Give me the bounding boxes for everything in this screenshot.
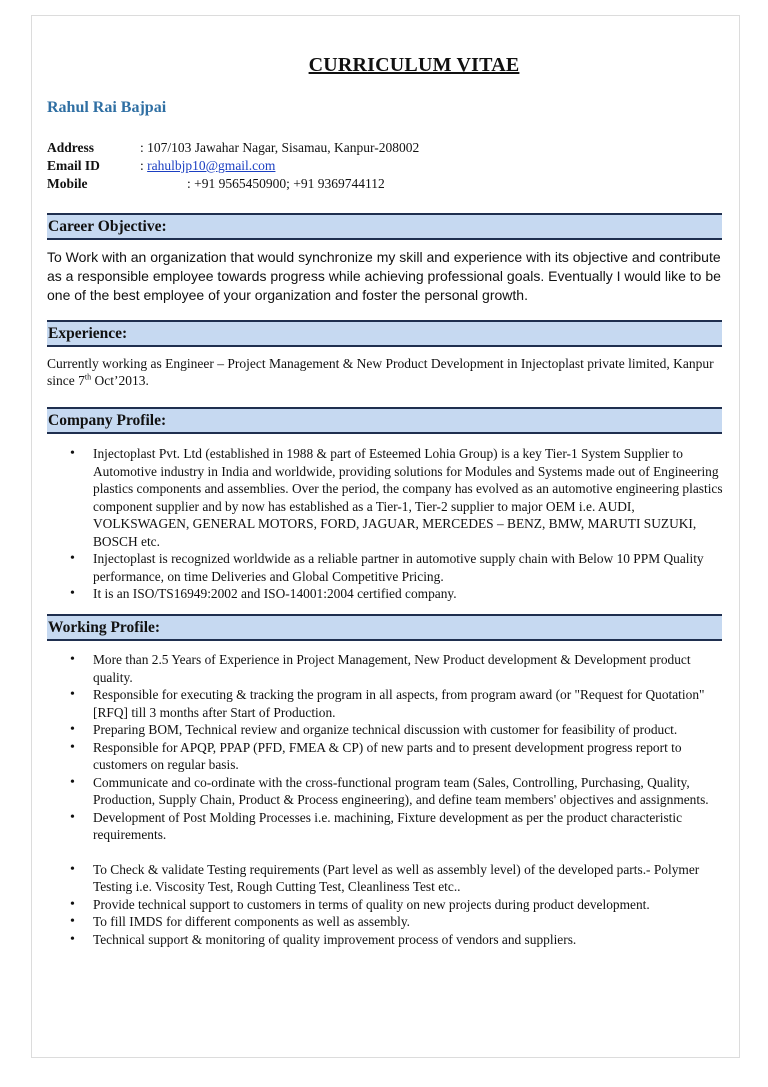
list-item-text: More than 2.5 Years of Experience in Project Management, New Product development & Development product quality. [93,652,691,685]
list-item [47,445,723,550]
list-item-text: Injectoplast is recognized worldwide as a reliable partner in automotive supply chain with Below 10 PPM Quality performance, on time Deliveries and Global Competitive Pricing. [93,551,704,584]
experience-heading: Experience: [47,320,722,347]
company-profile-heading: Company Profile: [47,407,722,434]
bullet-icon: • [70,931,75,947]
list-item [47,721,723,739]
list-item-text: To Check & validate Testing requirements (Part level as well as assembly level) of the developed parts.- Polymer Testing i.e. Viscosity Test, Rough Cutting Test, Cleanliness Test etc.. [93,861,700,894]
bullet-icon: • [70,809,75,825]
bullet-icon: • [70,687,75,702]
list-item-text: Provide technical support to customers in terms of quality on new projects during product development. [93,896,650,912]
list-item [47,809,723,844]
bullet-icon: • [70,446,75,461]
list-item-text: Development of Post Molding Processes i.e. machining, Fixture development as per the product characteristic requirements. [93,809,683,842]
email-value-wrap [140,157,275,175]
bullet-icon: • [70,861,75,877]
bullet-icon: • [70,774,75,790]
candidate-name: Rahul Rai Bajpai [47,99,167,116]
email-link[interactable]: rahulbjp10@gmail.com [147,158,276,173]
list-item [47,931,723,949]
email-label: Email ID [47,158,100,173]
bullet-icon: • [70,652,75,667]
document-title: CURRICULUM VITAE [308,54,520,76]
experience-text [47,355,721,389]
bullet-icon: • [70,586,75,601]
list-item-text: To fill IMDS for different components as well as assembly. [93,914,411,929]
email-separator: : [140,158,148,173]
bullet-icon: • [70,739,75,755]
list-item-text: Injectoplast Pvt. Ltd (established in 1988 & part of Esteemed Lohia Group) is a key Tier-1 System Supplier to Automotive industry in India and worldwide, providing solutions for Modules and Systems made out of Engineering plastics components and assemblies. Over the period, the company has evolved as an automotive engineering plastics component supplier and by now has established as a Tier-1, Tier-2 supplier to major OEM i.e. AUDI, VOLKSWAGEN, GENERAL MOTORS, FORD, JAGUAR, MERCEDES – BENZ, BMW, MARUTI SUZUKI, BOSCH etc. [93,446,723,549]
experience-date-superscript: th [84,372,92,382]
list-item-text: Communicate and co-ordinate with the cross-functional program team (Sales, Controlling, Purchasing, Quality, Production, Supply Chain, Product & Process engineering), and define team members' objectives and assignments. [93,774,709,807]
list-item [47,686,723,721]
list-item [47,739,723,774]
company-profile-list [47,445,723,603]
bullet-icon: • [70,551,75,566]
address-label: Address [47,140,95,155]
working-profile-heading: Working Profile: [47,614,722,641]
list-item [47,913,723,931]
bullet-icon: • [70,722,75,737]
career-objective-text: To Work with an organization that would synchronize my skill and experience with its objective and contribute as a responsible employee towards progress while achieving professional goals. Eventually I would like to be one of the best employee of your organization and foster the personal growth. [47,249,721,303]
list-item-text: Responsible for APQP, PPAP (PFD, FMEA & CP) of new parts and to present development progress report to customers on regular basis. [93,739,682,772]
experience-text-end: Oct’2013. [91,373,149,388]
address-value: : 107/103 Jawahar Nagar, Sisamau, Kanpur-208002 [140,140,420,155]
experience-text-main: Currently working as Engineer – Project Management & New Product Development in Injectoplast private limited, Kanpur since 7 [47,356,714,388]
mobile-label: Mobile [47,176,88,191]
list-item-text: Responsible for executing & tracking the program in all aspects, from program award (or "Request for Quotation" [RFQ] till 3 months after Start of Production. [93,687,705,720]
career-objective-heading: Career Objective: [47,213,722,240]
mobile-value: : +91 9565450900; +91 9369744112 [187,176,385,191]
list-item-text: Preparing BOM, Technical review and organize technical discussion with customer for feasibility of product. [93,722,678,737]
working-profile-list [47,651,723,948]
list-item-text: It is an ISO/TS16949:2002 and ISO-14001:2004 certified company. [93,586,457,601]
bullet-icon: • [70,896,75,912]
list-item [47,550,723,585]
bullet-icon: • [70,914,75,929]
list-item [47,896,723,914]
list-item-text: Technical support & monitoring of quality improvement process of vendors and suppliers. [93,931,577,947]
list-item [47,585,723,603]
list-item [47,861,723,896]
list-item [47,651,723,686]
list-item [47,774,723,809]
